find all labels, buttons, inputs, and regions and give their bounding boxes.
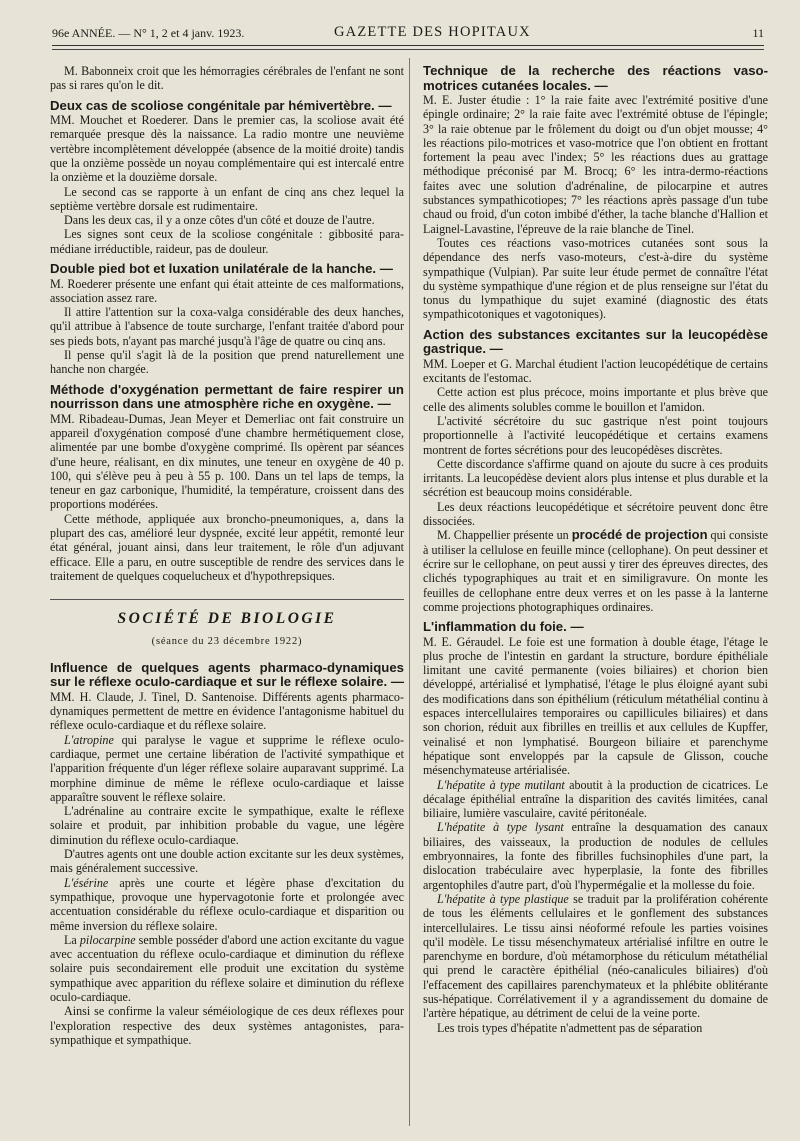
article-oxygenation (50, 383, 404, 584)
drug-term: L'atropine (64, 732, 114, 747)
article-title: Double pied bot et luxation unilatérale de la hanche. — (50, 261, 393, 277)
paragraph: Les trois types d'hépatite n'admettent pas de séparation (437, 1020, 703, 1035)
article-pied-bot (50, 262, 404, 377)
paragraph: L'hépatite à type lysant entraîne la desquamation des canaux biliaires, des vaisseaux, la production de nodules de cellules embryonnaires, la fonte des fibrilles fuchsinophiles d'une part, la dislocation trabéculaire avec hyperplasie, la fonte des fibrilles argentophiles d'autre part, d'où l'hypermégalie et la mollesse du foie. (423, 820, 768, 892)
paragraph: Ainsi se confirme la valeur séméiologique de ces deux réflexes pour l'exploration respective des deux systèmes antagonistes, para-sympathique et sympathique. (50, 1004, 404, 1047)
hepatite-term: L'hépatite à type plastique (437, 891, 569, 906)
paragraph: L'atropine qui paralyse le vague et supprime le réflexe oculo-cardiaque, permet une certaine libération de l'activité sympathique et l'apparition fréquente d'un léger réflexe solaire auparavant supprimé. La morphine diminue de même le réflexe oculo-cardiaque et laisse apparaître souvent le réflexe solaire. (50, 732, 404, 804)
paragraph: Il attire l'attention sur la coxa-valga considérable des deux hanches, qu'il attribue à l'absence de toute surcharge, l'enfant traitée d'abord pour ses pieds bots, n'ayant pas marché jusqu'à l'âge de quatre ou cinq ans. (50, 305, 404, 348)
article-vaso-motrices (423, 64, 768, 322)
paragraph: Il pense qu'il s'agit là de la position que prend naturellement une hanche non chargée. (50, 348, 404, 377)
article-title: L'inflammation du foie. — (423, 619, 584, 635)
paragraph: M. E. Géraudel. Le foie est une formation à double étage, l'étage le plus proche de l'intestin en gardant la structure, bordure épithéliale limitant une cavité permanente (voies biliaires) et chorion bien développé, artérialisé et lymphatisé, l'étage le plus éloigné ayant subi des modifications dans son épithélium (réticulum métathélial continu à espaces intercellulaires temporaires ou capillicules biliaires) et dans son chorion, réduit aux fibrilles en treillis et aux cellules de Kupffer, veinalisé et non lymphatisé. Bourgeon biliaire et parenchyme hépatique sont enveloppés par la capsule de Glisson, couche mésenchymateuse artérialisée. (423, 634, 768, 778)
hepatite-term: L'hépatite à type mutilant (437, 777, 565, 792)
journal-title: GAZETTE DES HOPITAUX (334, 24, 531, 40)
seance-date: (séance du 23 décembre 1922) (151, 635, 303, 647)
drug-term: pilocarpine (79, 932, 136, 947)
paragraph: Les deux réactions leucopédétique et sécrétoire peuvent donc être dissociées. (423, 499, 768, 529)
paragraph: MM. Ribadeau-Dumas, Jean Meyer et Demerliac ont fait construire un appareil d'oxygénation composé d'une chambre hermétiquement close, alimentée par une bombe d'oxygène comprimé. Ils opèrent par séances d'une heure, réalisant, en dix minutes, une teneur en oxygène de 40 p. 100, qui s'élève peu à peu à 55 p. 100. Dans un tel laps de temps, la teneur en gaz carbonique, l'humidité, la température, croissent dans des proportions modérées. (50, 411, 404, 512)
paragraph: Le second cas se rapporte à un enfant de cinq ans chez lequel la septième vertèbre dorsale est rudimentaire. (50, 184, 404, 213)
paragraph: Les signes sont ceux de la scoliose congénitale : gibbosité para-médiane irréductible, raideur, pas de douleur. (50, 227, 404, 256)
article-title: Méthode d'oxygénation permettant de faire respirer un nourrisson dans une atmosphère riche en oxygène. — (50, 381, 404, 412)
society-heading (50, 599, 404, 626)
article-leucopedese (423, 328, 768, 614)
paragraph: M. Roederer présente une enfant qui était atteinte de ces malformations, association assez rare. (50, 276, 404, 305)
paragraph: MM. Mouchet et Roederer. Dans le premier cas, la scoliose avait été remarquée presque dès la naissance. La radio montre une neuvième vertèbre incomplètement développée (absence de la moitié droite) tandis que la onzième possède un noyau complémentaire qui est intercalé entre la onzième et la douzième dorsale. (50, 113, 404, 185)
column-divider (409, 58, 410, 1126)
right-column (423, 64, 768, 1035)
procede-term: procédé de projection (571, 527, 708, 543)
article-title: Action des substances excitantes sur la leucopédèse gastrique. — (423, 326, 768, 357)
header-rule (52, 45, 764, 46)
article-reflexes (50, 661, 404, 1047)
paragraph: Cette action est plus précoce, moins importante et plus brève que celle des aliments solubles comme le bouillon et l'amidon. (423, 385, 768, 414)
paragraph: M. Babonneix croit que les hémorragies cérébrales de l'enfant ne sont pas si rares qu'on le dit. (50, 64, 404, 93)
page-header (52, 20, 764, 44)
paragraph: L'activité sécrétoire du suc gastrique n'est point toujours proportionnelle à l'activité leucopédétique et certains examens montrent de fortes sécrétions pour des leucopédèses discrètes. (423, 413, 768, 457)
drug-term: L'ésérine (64, 875, 109, 890)
paragraph: M. E. Juster étudie : 1° la raie faite avec l'extrémité positive d'une épingle ordinaire; 2° la raie faite avec l'extrémité obtuse de l'épingle; 3° la raie obtenue par le frôlement du doigt ou d'un objet mousse; 4° les réactions pilo-motrices et vaso-motrice que l'on obtient en frottant fortement la peau avec l'index; 5° les réactions dues au grattage méthodique préconisé par M. Brocq; 6° les intra-dermo-réactions faites avec une solution d'adrénaline, de pilocarpine et autres substances sympathicotiopes; 7° les réactions après passage d'un tube chaud ou froid, d'un coton imbibé d'éther, la tache blanche d'Hallion et Laignel-Lavastine, l'épreuve de la raie blanche de Tinel. (423, 93, 768, 236)
paragraph: Toutes ces réactions vaso-motrices cutanées sont sous la dépendance des nerfs vaso-moteurs, c'est-à-dire du système sympathique (Vulpian). Par suite leur étude permet de connaître l'état du système sympathique d'une région et de plus renseigne sur l'état du tonus du lympathique du sujet examiné (diagnostic des états sympathicotoniques et vagotoniques). (423, 235, 768, 322)
article-foie (423, 620, 768, 1035)
article-title: Deux cas de scoliose congénitale par hémivertèbre. — (50, 97, 392, 113)
paragraph: MM. Loeper et G. Marchal étudient l'action leucopédétique de certains excitants de l'estomac. (423, 356, 768, 386)
article-scoliose (50, 99, 404, 256)
paragraph: Cette méthode, appliquée aux broncho-pneumoniques, a, dans la plupart des cas, amélioré leur dyspnée, excité leur appétit, remonté leur état général, jouant ainsi, dans leur traitement, le rôle d'un adjuvant efficace. Elle a paru, en outre susceptible de rendre des services dans le traitement de quelques coquelucheux et d'hypothrepsiques. (50, 511, 404, 583)
paragraph: La pilocarpine semble posséder d'abord une action excitante du vague avec accentuation du réflexe oculo-cardiaque et diminution du réflexe solaire puis secondairement elle produit une excitation du système sympathique avec apparition du réflexe solaire et diminution du réflexe oculo-cardiaque. (50, 932, 404, 1005)
paragraph: D'autres agents ont une double action excitante sur les deux systèmes, mais généralement successive. (50, 847, 404, 876)
paragraph: L'hépatite à type mutilant aboutit à la production de cicatrices. Le décalage épithélial entraîne la disparition des cavités limitées, canal biliaire, lumière vasculaire, cavité péritonéale. (423, 777, 768, 821)
left-column (50, 64, 404, 1047)
paragraph: L'adrénaline au contraire excite le sympathique, exalte le réflexe solaire et produit, par inhibition probable du vague, une légère diminution du réflexe oculo-cardiaque. (50, 804, 404, 847)
article-title: Influence de quelques agents pharmaco-dynamiques sur le réflexe oculo-cardiaque et sur le réflexe solaire. — (50, 659, 405, 690)
paragraph: L'ésérine après une courte et légère phase d'excitation du sympathique, provoque une hypervagotonie forte et prolongée avec accentuation considérable du réflexe oculo-cardiaque et disparition ou même inversion du réflexe solaire. (50, 875, 404, 933)
paragraph: Dans les deux cas, il y a onze côtes d'un côté et douze de l'autre. (64, 213, 375, 228)
header-rule-thin (52, 49, 764, 50)
paragraph: MM. H. Claude, J. Tinel, D. Santenoise. Différents agents pharmaco-dynamiques permettent de mettre en évidence l'antagonisme habituel du réflexe oculo-cardiaque et du réflexe solaire. (50, 689, 404, 733)
paragraph: Cette discordance s'affirme quand on ajoute du sucre à ces produits irritants. La leucopédèse devient alors plus intense et plus durable et la sécrétion est beaucoup moins considérable. (423, 456, 768, 500)
paragraph: L'hépatite à type plastique se traduit par la prolifération cohérente de tous les éléments cellulaires et le gonflement des substances intercellulaires. Le tissu ainsi néoformé refoule les parties voisines qu'il modèle. Le tissu mésenchymateux artérialisé infiltre en outre le parenchyme en bordure, d'où métamorphose du réticulum métathélial qui prend le caractère épithélial (néo-canalicules biliaires) d'où l'effacement des capillaires parenchymateux et la phlébite oblitérante sus-hépatique. Corrélativement il y a agrandissement du domaine de l'artère hépatique, au détriment de celui de la veine porte. (423, 891, 768, 1021)
society-title: SOCIÉTÉ DE BIOLOGIE (117, 610, 337, 628)
page-number: 11 (752, 26, 764, 40)
article-title: Technique de la recherche des réactions vaso-motrices cutanées locales. — (423, 63, 768, 93)
hepatite-term: L'hépatite à type lysant (437, 820, 564, 835)
issue-info: 96e ANNÉE. — N° 1, 2 et 4 janv. 1923. (52, 26, 245, 40)
paragraph: M. Chappellier présente un procédé de projection qui consiste à utiliser la cellulose en feuille mince (cellophane). On peut dessiner et écrire sur le cellophane, on peut aussi y tirer des épreuves directes, des clichés typographiques au trait et en similigravure. On monte les feuilles de cellophane entre deux verres et on les passe à la lanterne comme projections photographiques ordinaires. (423, 527, 768, 614)
